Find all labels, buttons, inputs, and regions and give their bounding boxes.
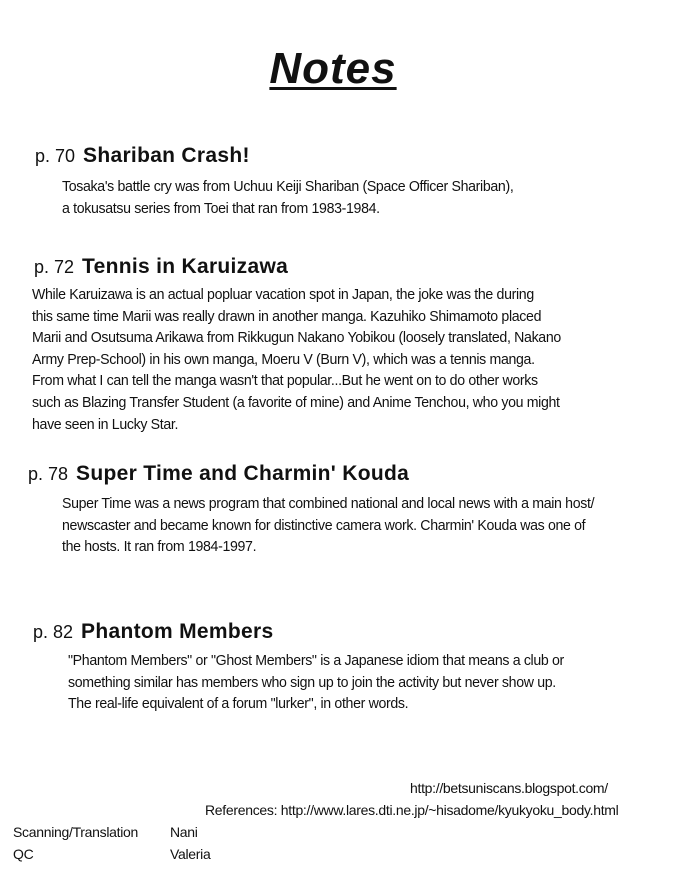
note-line: The real-life equivalent of a forum "lurker", in other words.: [68, 696, 409, 713]
note-heading: [35, 144, 250, 168]
note-line: "Phantom Members" or "Ghost Members" is a Japanese idiom that means a club or: [68, 653, 564, 669]
note-body: [32, 285, 561, 436]
note-line: Super Time was a news program that combined national and local news with a main host/: [62, 496, 595, 512]
note-line: the hosts. It ran from 1984-1997.: [62, 539, 257, 556]
note-line: have seen in Lucky Star.: [32, 416, 179, 433]
credit-name: Valeria: [170, 846, 211, 862]
note-title: Super Time and Charmin' Kouda: [76, 462, 410, 485]
note-line: From what I can tell the manga wasn't that popular...But he went on to do other works: [32, 373, 538, 390]
note-title: Shariban Crash!: [83, 144, 250, 167]
credit-role: Scanning/Translation: [13, 824, 139, 840]
credit-name: Nani: [170, 824, 198, 840]
site-link: http://betsuniscans.blogspot.com/: [410, 780, 608, 796]
note-line: such as Blazing Transfer Student (a favorite of mine) and Anime Tenchou, who you might: [32, 394, 560, 411]
note-heading: [28, 462, 409, 486]
page-title: Notes: [269, 44, 397, 93]
note-line: a tokusatsu series from Toei that ran from 1983-1984.: [62, 200, 380, 217]
page-number: p. 82: [33, 622, 74, 642]
page-number: p. 78: [28, 464, 69, 484]
note-line: something similar has members who sign up to join the activity but never show up.: [68, 674, 556, 691]
note-line: Army Prep-School) in his own manga, Moeru V (Burn V), which was a tennis manga.: [32, 351, 535, 368]
note-line: this same time Marii was really drawn in another manga. Kazuhiko Shimamoto placed: [32, 308, 542, 325]
note-body: [62, 494, 594, 559]
note-title: Phantom Members: [81, 620, 274, 643]
note-title: Tennis in Karuizawa: [82, 255, 289, 278]
note-body: [68, 651, 564, 716]
page-number: p. 72: [34, 257, 75, 277]
note-line: Tosaka's battle cry was from Uchuu Keiji Shariban (Space Officer Shariban),: [62, 179, 514, 195]
page-number: p. 70: [35, 146, 76, 166]
references: References: http://www.lares.dti.ne.jp/~hisadome/kyukyoku_body.html: [205, 802, 619, 818]
note-heading: [34, 255, 288, 279]
note-line: Marii and Osutsuma Arikawa from Rikkugun Nakano Yobikou (loosely translated, Nakano: [32, 330, 561, 347]
note-line: newscaster and became known for distinctive camera work. Charmin' Kouda was one of: [62, 517, 586, 534]
note-heading: [33, 620, 273, 644]
note-line: While Karuizawa is an actual popluar vacation spot in Japan, the joke was the during: [32, 287, 534, 303]
credit-role: QC: [13, 846, 34, 862]
note-body: [62, 177, 513, 220]
